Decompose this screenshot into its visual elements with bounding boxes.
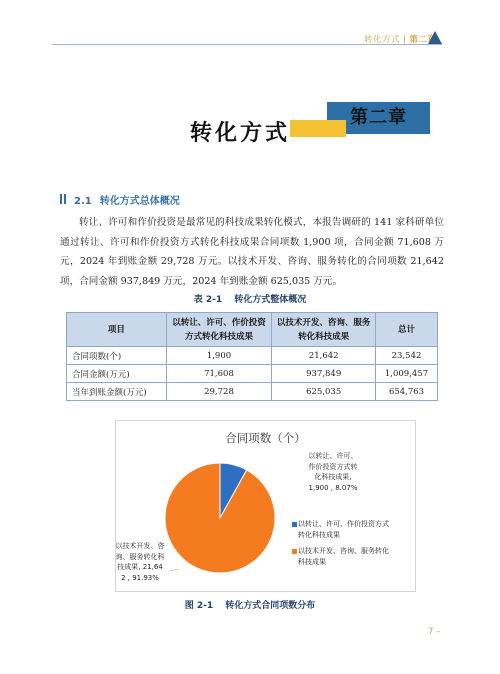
table-row	[67, 365, 438, 383]
figure-caption-number: 图 2-1	[184, 601, 214, 611]
legend-item-2	[298, 546, 414, 568]
table-cell: 71,608	[166, 365, 272, 383]
running-header-chapter: 第二章	[409, 35, 437, 45]
legend-swatch-icon	[292, 549, 297, 554]
pie-data-label-line: 化科技成果,	[314, 473, 352, 481]
table-cell: 1,900	[166, 347, 272, 365]
table-cell: 625,035	[272, 383, 376, 401]
table-caption	[0, 292, 500, 305]
table-cell: 合同金额(万元)	[67, 365, 167, 383]
legend-label-line: 科技成果	[298, 558, 326, 566]
table-header-development: 以技术开发、咨询、服务转化科技成果	[272, 313, 376, 347]
chart-title: 合同项数（个）	[225, 431, 306, 445]
table-cell: 937,849	[272, 365, 376, 383]
summary-table	[66, 312, 438, 401]
section-title: 转化方式总体概况	[99, 196, 180, 207]
table-header-item: 项目	[67, 313, 167, 347]
table-header-transfer: 以转让、许可、作价投资方式转化科技成果	[166, 313, 272, 347]
pie-chart	[115, 420, 416, 592]
pie-data-label-line: 技成果, 21,64	[117, 563, 163, 571]
chapter-accent-bar	[290, 120, 346, 137]
pie-data-label-line: 作价投资方式转	[308, 462, 358, 471]
pie-data-label-line: 以技术开发、咨	[115, 542, 165, 550]
pie-data-label-line: 以转让、许可、	[308, 452, 358, 460]
pie-data-label-line: 1,900 , 8.07%	[308, 483, 358, 492]
pie-data-label-1	[294, 451, 372, 493]
chapter-title: 转化方式	[190, 121, 291, 146]
section-marker-icon	[60, 194, 68, 213]
legend-label-line: 转化科技成果	[298, 531, 340, 539]
header-triangle-icon	[428, 31, 442, 44]
page-number: 7 –	[428, 627, 441, 637]
table-row	[67, 383, 438, 401]
section-number: 2.1	[74, 196, 92, 207]
table-cell: 29,728	[166, 383, 272, 401]
table-caption-title: 转化方式整体概况	[234, 295, 307, 305]
table-cell: 21,642	[272, 347, 376, 365]
table-header-total: 总计	[376, 313, 438, 347]
legend-label-line: 以技术开发、咨询、服务转化	[298, 547, 389, 555]
table-row	[67, 347, 438, 365]
section-heading	[74, 192, 180, 207]
body-paragraph: 转让、许可和作价投资是最常见的科技成果转化模式，本报告调研的 141 家科研单位通过转让、许可和作价投资方式转化科技成果合同项数 1,900 项，合同金额 71,608 万元，2024 年到账金额 29,728 万元。以技术开发、咨询、服务转化的合同项数 21,642 项，合同金额 937,849 万元，2024 年到账金额 625,035 万元。	[60, 217, 444, 287]
pie-slice-2	[165, 463, 275, 573]
figure-caption	[0, 598, 500, 611]
chapter-number: 第二章	[350, 107, 407, 128]
table-caption-number: 表 2-1	[193, 295, 223, 305]
table-cell: 1,009,457	[376, 365, 438, 383]
running-header-section: 转化方式	[364, 35, 401, 45]
pie-data-label-2	[104, 541, 176, 583]
table-cell: 当年到账金额(万元)	[67, 383, 167, 401]
legend-swatch-icon	[292, 522, 297, 527]
running-header: 转化方式 | 第二章	[364, 35, 437, 45]
table-cell: 654,763	[376, 383, 438, 401]
pie-data-label-line: 询、服务转化科	[115, 552, 165, 561]
table-cell: 23,542	[376, 347, 438, 365]
legend-label-line: 以转让、许可、作价投资方式	[298, 520, 389, 528]
legend-item-1	[298, 519, 414, 541]
figure-caption-title: 转化方式合同项数分布	[225, 601, 316, 611]
pie-data-label-line: 2 , 91.93%	[121, 573, 159, 582]
table-cell: 合同项数(个)	[67, 347, 167, 365]
